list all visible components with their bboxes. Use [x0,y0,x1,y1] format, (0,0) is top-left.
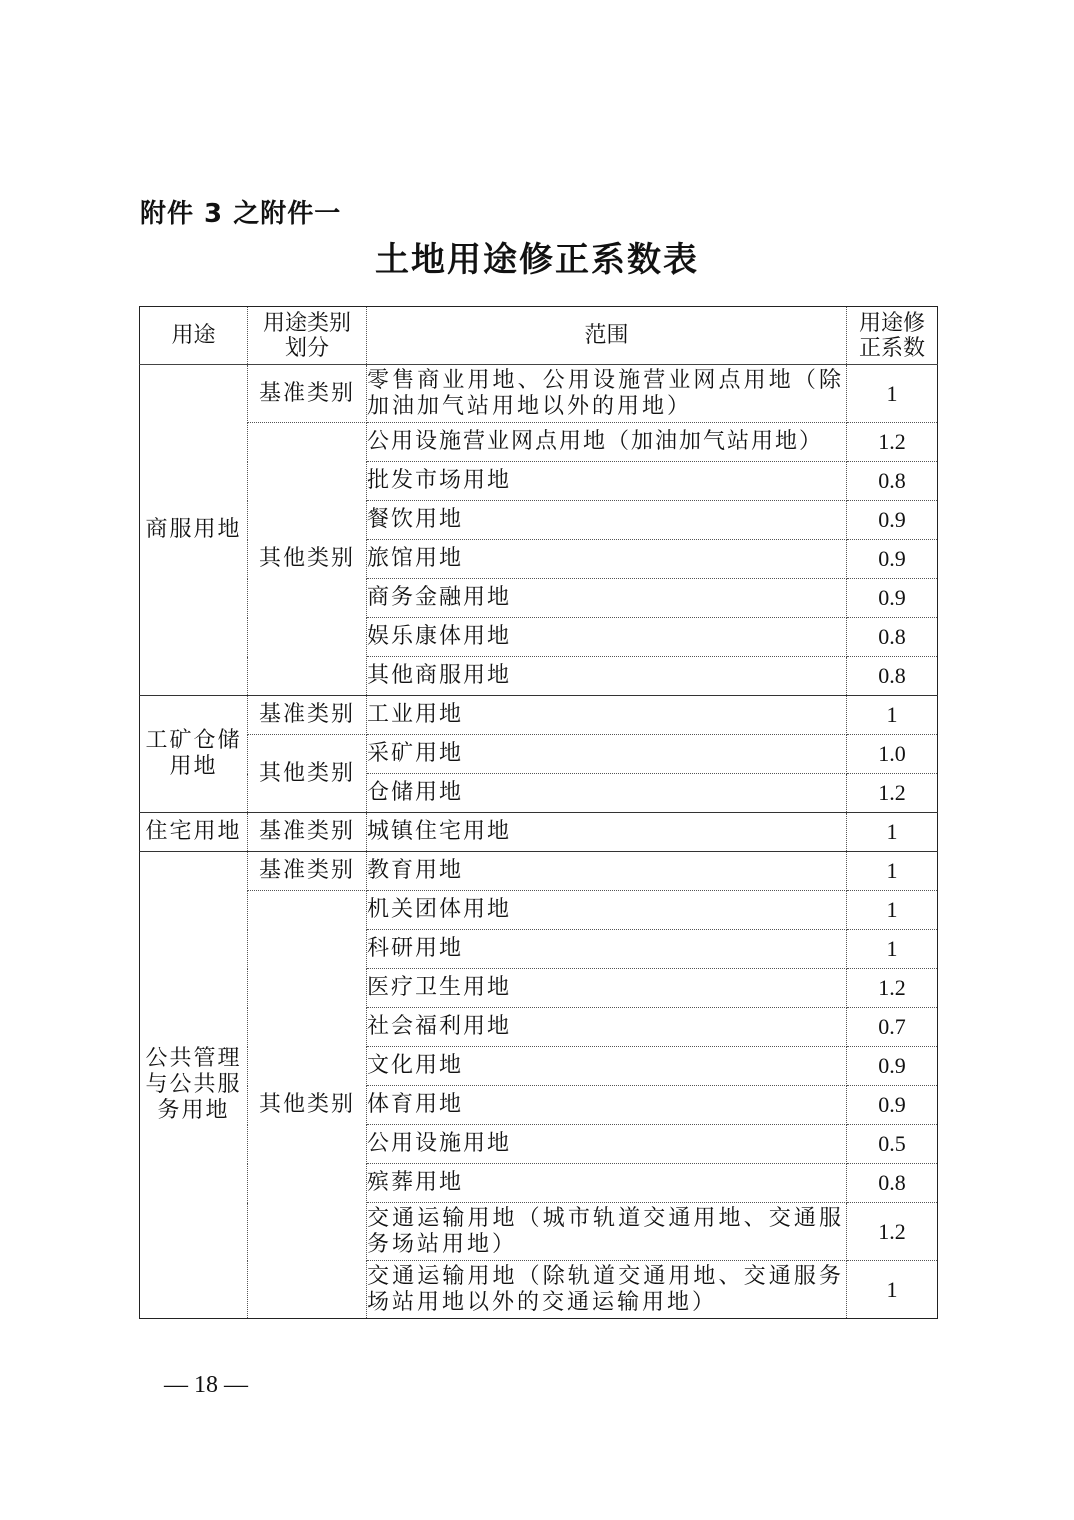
header-range: 范围 [367,307,847,365]
range-cell: 城镇住宅用地 [367,813,847,852]
range-cell: 旅馆用地 [367,540,847,579]
header-coefficient: 用途修 正系数 [847,307,938,365]
coefficient-cell: 1.0 [847,735,938,774]
use-cell: 商服用地 [140,365,248,696]
coefficient-cell: 1.2 [847,969,938,1008]
use-cell: 工矿仓储用地 [140,696,248,813]
coefficient-cell: 0.9 [847,579,938,618]
coefficient-cell: 1.2 [847,1203,938,1261]
range-cell: 其他商服用地 [367,657,847,696]
category-cell: 基准类别 [248,696,367,735]
range-cell: 教育用地 [367,852,847,891]
page-number: — 18 — [164,1372,248,1398]
coefficient-cell: 1 [847,696,938,735]
range-cell: 采矿用地 [367,735,847,774]
table-row [140,891,938,930]
table-row [140,735,938,774]
table-row [140,696,938,735]
coefficient-cell: 0.8 [847,462,938,501]
attachment-label: 附件 3 之附件一 [140,199,342,229]
range-cell: 商务金融用地 [367,579,847,618]
range-cell: 仓储用地 [367,774,847,813]
range-cell: 餐饮用地 [367,501,847,540]
coefficient-cell: 0.9 [847,1086,938,1125]
range-cell: 体育用地 [367,1086,847,1125]
range-cell: 零售商业用地、公用设施营业网点用地（除加油加气站用地以外的用地） [367,365,847,423]
category-cell: 基准类别 [248,852,367,891]
coefficient-cell: 0.9 [847,540,938,579]
range-cell: 公用设施营业网点用地（加油加气站用地） [367,423,847,462]
range-cell: 交通运输用地（除轨道交通用地、交通服务场站用地以外的交通运输用地） [367,1261,847,1319]
coefficient-cell: 1 [847,365,938,423]
coefficient-cell: 1 [847,930,938,969]
coefficient-cell: 1.2 [847,423,938,462]
document-title: 土地用途修正系数表 [375,240,699,280]
range-cell: 公用设施用地 [367,1125,847,1164]
header-category: 用途类别 划分 [248,307,367,365]
use-cell: 住宅用地 [140,813,248,852]
category-cell: 其他类别 [248,423,367,696]
coefficient-cell: 0.9 [847,1047,938,1086]
coefficient-cell: 1.2 [847,774,938,813]
range-cell: 文化用地 [367,1047,847,1086]
coefficient-cell: 0.8 [847,657,938,696]
category-cell: 基准类别 [248,813,367,852]
range-cell: 社会福利用地 [367,1008,847,1047]
table-row [140,813,938,852]
coefficient-cell: 1 [847,813,938,852]
range-cell: 批发市场用地 [367,462,847,501]
table-row [140,365,938,423]
table-header-row [140,307,938,365]
coefficient-cell: 1 [847,852,938,891]
coefficient-cell: 1 [847,891,938,930]
range-cell: 殡葬用地 [367,1164,847,1203]
range-cell: 医疗卫生用地 [367,969,847,1008]
range-cell: 机关团体用地 [367,891,847,930]
range-cell: 交通运输用地（城市轨道交通用地、交通服务场站用地） [367,1203,847,1261]
coefficient-cell: 0.5 [847,1125,938,1164]
range-cell: 工业用地 [367,696,847,735]
coefficient-cell: 0.8 [847,1164,938,1203]
range-cell: 科研用地 [367,930,847,969]
table-row [140,423,938,462]
coefficient-cell: 0.7 [847,1008,938,1047]
range-cell: 娱乐康体用地 [367,618,847,657]
category-cell: 其他类别 [248,891,367,1319]
category-cell: 其他类别 [248,735,367,813]
coefficient-cell: 1 [847,1261,938,1319]
table-row [140,852,938,891]
land-use-coefficient-table [139,306,938,1319]
coefficient-cell: 0.9 [847,501,938,540]
header-use: 用途 [140,307,248,365]
use-cell: 公共管理与公共服务用地 [140,852,248,1319]
category-cell: 基准类别 [248,365,367,423]
coefficient-cell: 0.8 [847,618,938,657]
